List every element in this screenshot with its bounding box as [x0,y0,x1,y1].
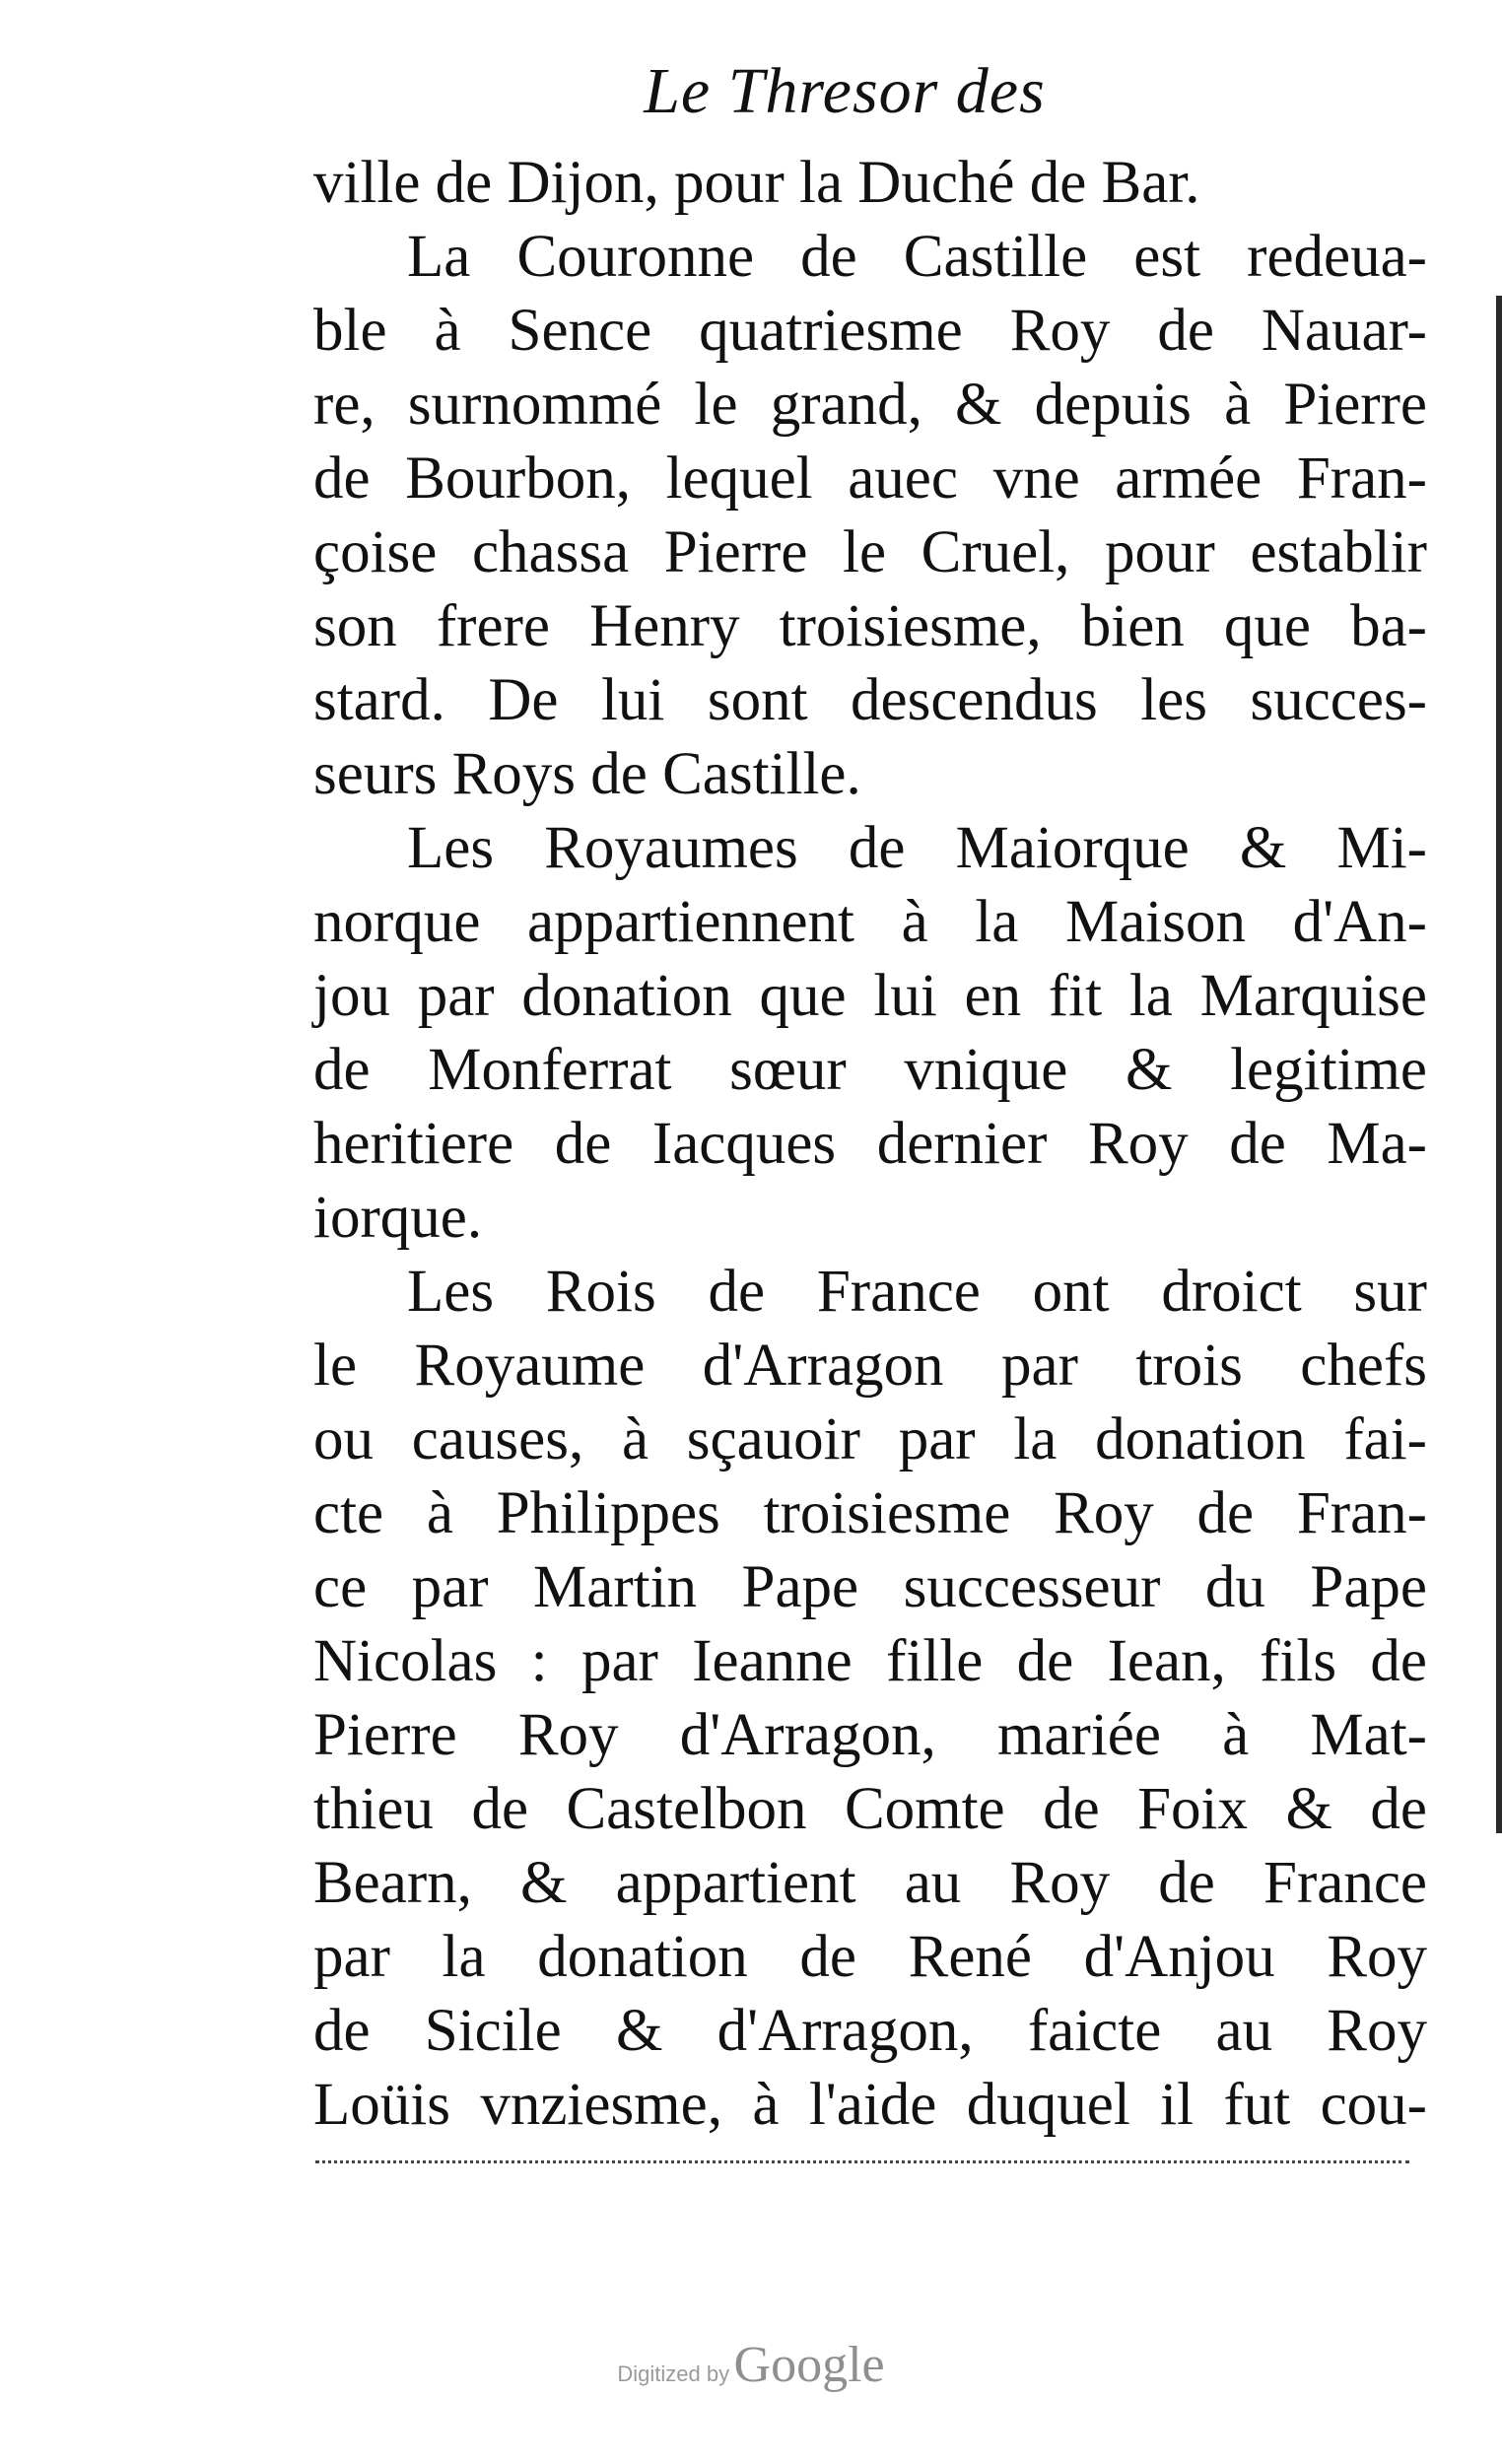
text-line: heritiere de Iacques dernier Roy de Ma- [313,1111,1427,1177]
digitized-watermark [0,2336,1502,2394]
paragraph-continuation [313,146,1427,220]
footer-rule [315,2160,1409,2163]
text-line: ou causes, à sçauoir par la donation fai- [313,1406,1427,1472]
text-line: çoise chassa Pierre le Cruel, pour establir [313,519,1427,585]
text-line: La Couronne de Castille est redeua- [407,224,1427,290]
running-head-text: Le Thresor des [644,55,1046,127]
text-line: Pierre Roy d'Arragon, mariée à Mat- [313,1702,1427,1768]
text-line: Les Royaumes de Maiorque & Mi- [407,815,1427,881]
text-line: Loüis vnziesme, à l'aide duquel il fut cou- [313,2072,1427,2138]
text-line: ce par Martin Pape successeur du Pape [313,1554,1427,1620]
text-line: Bearn, & appartient au Roy de France [313,1850,1427,1916]
text-line: le Royaume d'Arragon par trois chefs [313,1333,1427,1399]
text-line: par la donation de René d'Anjou Roy [313,1924,1427,1990]
text-line: de Monferrat sœur vnique & legitime [313,1037,1427,1103]
text-line: Les Rois de France ont droict sur [407,1259,1427,1325]
body-text [313,146,1427,2142]
page-edge-shadow [1496,296,1502,1833]
text-line: cte à Philippes troisiesme Roy de Fran- [313,1480,1427,1546]
paragraph-arragon [313,1255,1427,2142]
text-line: de Bourbon, lequel auec vne armée Fran- [313,445,1427,512]
text-line: norque appartiennent à la Maison d'An- [313,889,1427,955]
google-logo: Google [733,2337,885,2393]
text-line: seurs Roys de Castille. [313,741,861,807]
paragraph-castille [313,220,1427,811]
watermark-prefix: Digitized by [617,2361,730,2386]
text-line: iorque. [313,1185,483,1251]
text-line: thieu de Castelbon Comte de Foix & de [313,1776,1427,1842]
running-head [0,54,1502,129]
text-line: son frere Henry troisiesme, bien que ba- [313,593,1427,659]
text-line: Nicolas : par Ieanne fille de Iean, fils de [313,1628,1427,1694]
text-line: re, surnommé le grand, & depuis à Pierre [313,372,1427,438]
paragraph-maiorque [313,811,1427,1255]
text-line: jou par donation que lui en fit la Marquise [313,963,1427,1029]
text-line: ville de Dijon, pour la Duché de Bar. [313,150,1200,216]
text-line: de Sicile & d'Arragon, faicte au Roy [313,1998,1427,2064]
text-line: stard. De lui sont descendus les succes- [313,667,1427,733]
text-line: ble à Sence quatriesme Roy de Nauar- [313,298,1427,364]
